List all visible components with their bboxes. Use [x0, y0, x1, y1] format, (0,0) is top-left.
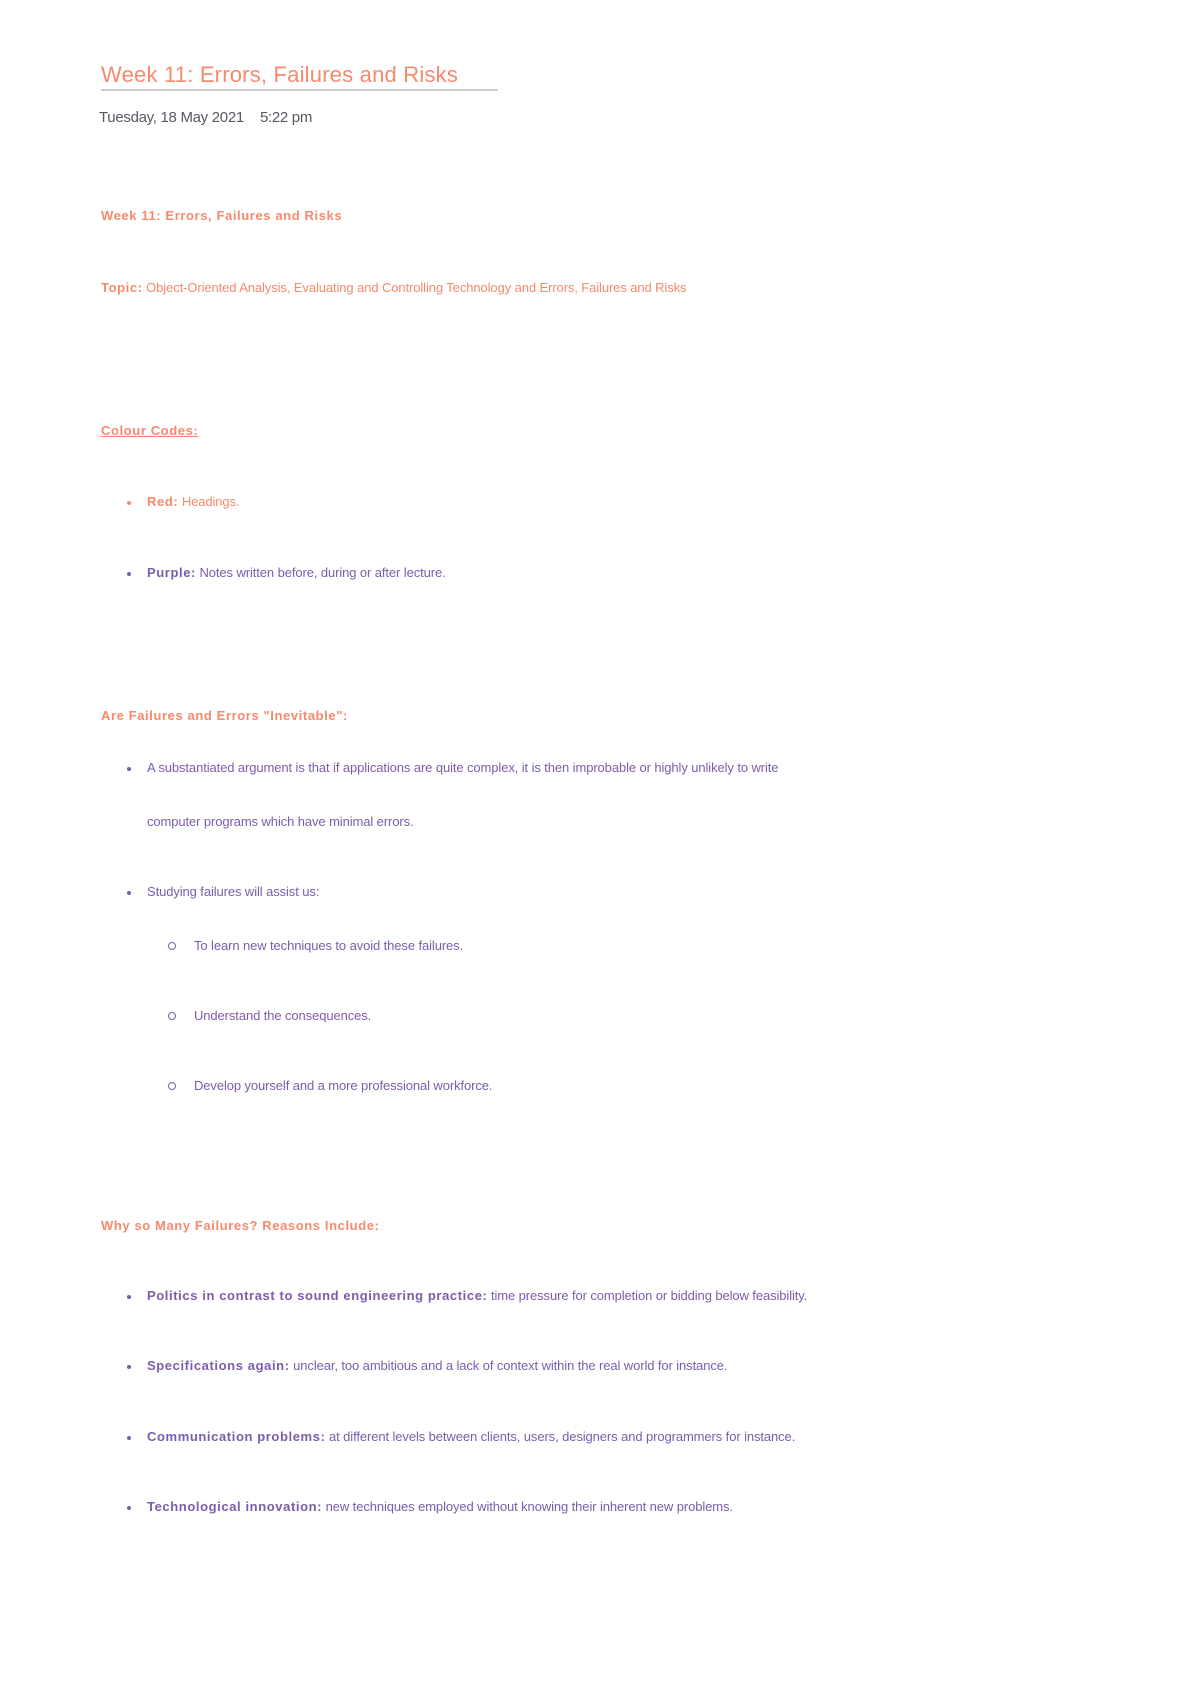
- colour-codes-heading: Colour Codes:: [101, 423, 199, 438]
- reason-text: time pressure for completion or bidding below feasibility.: [491, 1288, 808, 1303]
- page-date: Tuesday, 18 May 2021: [99, 109, 244, 126]
- bullet-icon: [127, 1436, 131, 1440]
- inevitable-item-line1: A substantiated argument is that if applications are quite complex, it is then improbable or highly unlikely to write: [147, 760, 779, 775]
- section-heading-reasons: Why so Many Failures? Reasons Include:: [101, 1218, 380, 1233]
- colour-code-key: Purple:: [147, 565, 196, 580]
- sub-item: Develop yourself and a more professional workforce.: [194, 1078, 493, 1093]
- bullet-icon: [127, 1506, 131, 1510]
- reason-text: new techniques employed without knowing their inherent new problems.: [325, 1499, 733, 1514]
- reason-text: at different levels between clients, users, designers and programmers for instance.: [329, 1429, 796, 1444]
- sub-item: To learn new techniques to avoid these failures.: [194, 938, 464, 953]
- sub-item: Understand the consequences.: [194, 1008, 372, 1023]
- reason-item: [147, 1358, 727, 1373]
- reason-item: [147, 1429, 795, 1444]
- reason-item: [147, 1499, 733, 1514]
- page-time: 5:22 pm: [259, 109, 313, 126]
- bullet-icon: [127, 572, 131, 576]
- bullet-icon: [127, 501, 131, 505]
- reason-text: unclear, too ambitious and a lack of context within the real world for instance.: [293, 1358, 728, 1373]
- colour-code-text: Notes written before, during or after lecture.: [199, 565, 446, 580]
- colour-code-text: Headings.: [181, 494, 240, 509]
- colour-code-key: Red:: [147, 494, 179, 509]
- colour-code-item-purple: [147, 565, 446, 580]
- circle-bullet-icon: [168, 942, 176, 950]
- topic-label: Topic:: [101, 280, 143, 295]
- inevitable-item-line2: computer programs which have minimal errors.: [147, 814, 414, 829]
- reason-key: Communication problems:: [147, 1429, 326, 1444]
- section-heading-inevitable: Are Failures and Errors "Inevitable":: [101, 708, 348, 723]
- reason-item: [147, 1288, 807, 1303]
- inevitable-item-studying: Studying failures will assist us:: [147, 884, 320, 899]
- circle-bullet-icon: [168, 1012, 176, 1020]
- bullet-icon: [127, 891, 131, 895]
- bullet-icon: [127, 767, 131, 771]
- topic-text: Object-Oriented Analysis, Evaluating and Controlling Technology and Errors, Failures and Risks: [146, 280, 687, 295]
- circle-bullet-icon: [168, 1082, 176, 1090]
- bullet-icon: [127, 1295, 131, 1299]
- bullet-icon: [127, 1365, 131, 1369]
- page-timestamp: [99, 109, 312, 126]
- topic-line: [101, 280, 686, 295]
- section-heading-week: Week 11: Errors, Failures and Risks: [101, 208, 343, 223]
- reason-key: Specifications again:: [147, 1358, 290, 1373]
- colour-code-item-red: [147, 494, 239, 509]
- reason-key: Technological innovation:: [147, 1499, 323, 1514]
- page-title: Week 11: Errors, Failures and Risks: [101, 62, 498, 91]
- reason-key: Politics in contrast to sound engineering practice:: [147, 1288, 488, 1303]
